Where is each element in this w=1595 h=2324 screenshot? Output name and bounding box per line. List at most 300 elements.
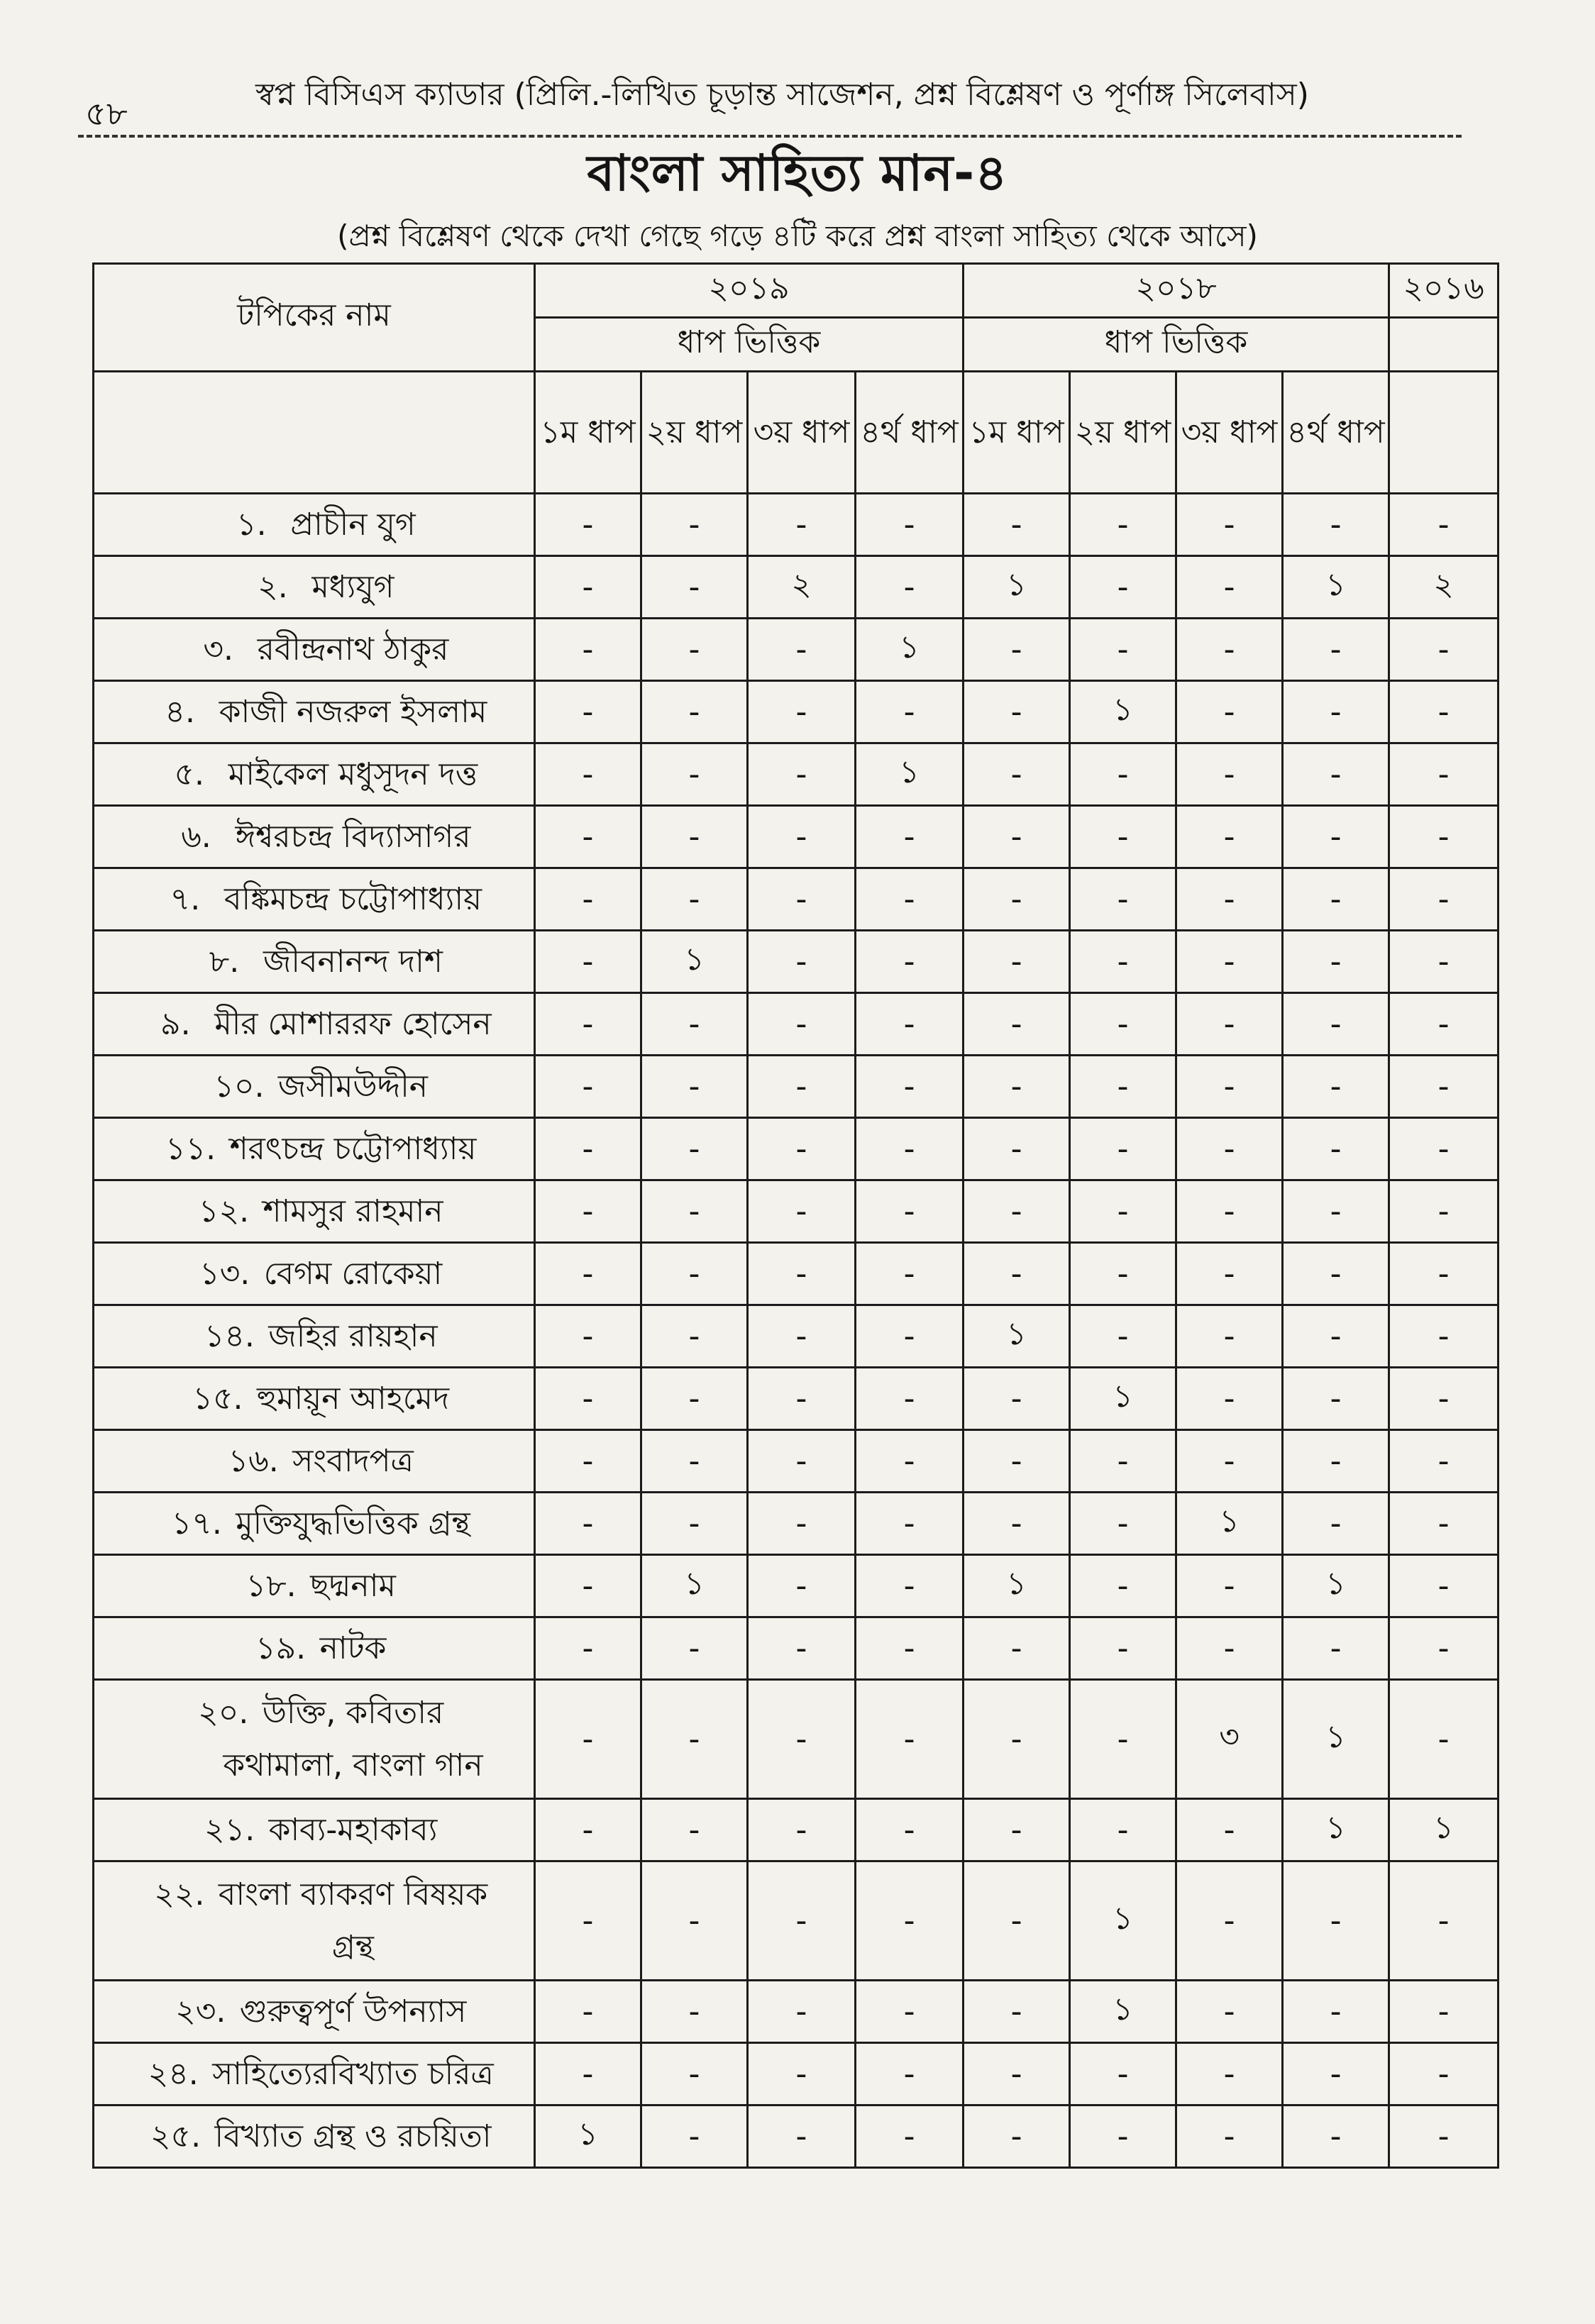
question-count-cell: - [535, 743, 641, 806]
row-number: ১৫. [192, 1380, 243, 1417]
question-count-cell: ১ [964, 556, 1070, 619]
topic-cell [94, 494, 535, 556]
question-count-cell: - [1283, 1493, 1389, 1555]
question-count-cell: - [641, 1180, 748, 1243]
question-count-cell: - [1176, 1056, 1283, 1118]
question-count-cell: - [964, 806, 1070, 868]
question-count-cell: - [535, 1981, 641, 2043]
question-count-cell: - [535, 806, 641, 868]
row-number: ২৫. [150, 2118, 202, 2154]
question-count-cell: ১ [964, 1555, 1070, 1617]
topic-cell [94, 1118, 535, 1180]
table-row [94, 1493, 1499, 1555]
question-count-cell: - [1389, 806, 1499, 868]
topic-name: প্রাচীন যুগ [290, 506, 416, 543]
question-count-cell: ১ [641, 931, 748, 993]
question-count-cell: - [748, 993, 856, 1056]
question-count-cell: - [1070, 743, 1176, 806]
topic-cell [94, 619, 535, 681]
question-count-cell: - [535, 494, 641, 556]
question-count-cell: - [964, 1243, 1070, 1305]
question-count-cell: - [1070, 1617, 1176, 1680]
question-count-cell: - [964, 2043, 1070, 2106]
question-count-cell: - [535, 931, 641, 993]
topic-cell [94, 556, 535, 619]
topic-name: বিখ্যাত গ্রন্থ ও রচয়িতা [214, 2118, 492, 2154]
question-count-cell: - [1070, 868, 1176, 931]
question-count-cell: - [535, 1118, 641, 1180]
question-count-cell: - [1283, 931, 1389, 993]
question-count-cell: - [964, 868, 1070, 931]
question-count-cell: - [1070, 806, 1176, 868]
topic-name: জসীমউদ্দীন [277, 1068, 429, 1105]
topic-cell [94, 1305, 535, 1368]
question-count-cell: - [1389, 1680, 1499, 1799]
question-count-cell: ১ [1283, 1555, 1389, 1617]
question-count-cell: - [535, 868, 641, 931]
question-count-cell: - [1389, 743, 1499, 806]
topic-cell [94, 1180, 535, 1243]
question-count-cell: - [641, 868, 748, 931]
table-row [94, 1430, 1499, 1493]
stage-header: ৩য় ধাপ [748, 372, 856, 494]
topic-name: বেগম রোকেয়া [263, 1255, 443, 1292]
question-count-cell: - [1389, 1305, 1499, 1368]
question-count-cell: - [964, 931, 1070, 993]
question-count-cell: - [535, 1799, 641, 1861]
table-row [94, 1680, 1499, 1799]
question-count-cell: - [748, 868, 856, 931]
question-count-cell: - [856, 681, 964, 743]
year-header-2019: ২০১৯ [535, 264, 964, 318]
question-count-cell: - [964, 619, 1070, 681]
question-count-cell: - [1389, 1118, 1499, 1180]
question-count-cell: - [1070, 1799, 1176, 1861]
question-count-cell: - [856, 1243, 964, 1305]
question-count-cell: ১ [1176, 1493, 1283, 1555]
question-count-cell: - [535, 619, 641, 681]
question-count-cell: - [856, 494, 964, 556]
question-count-cell: ১ [1070, 1861, 1176, 1981]
question-count-cell: ১ [1070, 1981, 1176, 2043]
question-count-cell: - [1283, 2106, 1389, 2168]
table-row [94, 743, 1499, 806]
question-count-cell: - [964, 1799, 1070, 1861]
table-row [94, 1056, 1499, 1118]
question-count-cell: - [641, 993, 748, 1056]
row-number: ২৩. [175, 1993, 226, 2030]
question-count-cell: - [964, 1368, 1070, 1430]
year-header-2018: ২০১৮ [964, 264, 1389, 318]
stage-header: ২য় ধাপ [1070, 372, 1176, 494]
row-number: ৬. [181, 818, 211, 855]
topic-name: হুমায়ূন আহমেদ [256, 1380, 450, 1417]
question-count-cell: - [641, 494, 748, 556]
row-number: ৯. [160, 1005, 191, 1042]
page-subtitle: (প্রশ্ন বিশ্লেষণ থেকে দেখা গেছে গড়ে ৪টি করে প্রশ্ন বাংলা সাহিত্য থেকে আসে) [337, 218, 1258, 253]
topic-name: বাংলা ব্যাকরণ বিষয়ক [218, 1876, 488, 1913]
question-count-cell: - [535, 2043, 641, 2106]
question-count-cell: - [1070, 2106, 1176, 2168]
question-count-cell: - [856, 1368, 964, 1430]
topic-cell [94, 1617, 535, 1680]
question-count-cell: - [964, 1680, 1070, 1799]
topic-cell [94, 743, 535, 806]
question-count-cell: - [535, 681, 641, 743]
question-count-cell: - [1283, 1305, 1389, 1368]
topic-name: গুরুত্বপূর্ণ উপন্যাস [239, 1993, 467, 2030]
question-count-cell: - [856, 931, 964, 993]
topic-cell [94, 1861, 535, 1981]
question-count-cell: - [641, 1680, 748, 1799]
question-count-cell: - [1070, 1680, 1176, 1799]
topic-name: মধ্যযুগ [311, 568, 394, 605]
question-count-cell: - [1389, 1430, 1499, 1493]
row-number: ৩. [203, 631, 233, 668]
question-count-cell: - [641, 1368, 748, 1430]
empty-header-cell [1389, 318, 1499, 372]
question-count-cell: - [535, 1430, 641, 1493]
stage-header: ৩য় ধাপ [1176, 372, 1283, 494]
row-number: ১১. [165, 1130, 216, 1167]
question-count-cell: ১ [1283, 1799, 1389, 1861]
question-count-cell: - [1070, 494, 1176, 556]
question-count-cell: - [1389, 993, 1499, 1056]
question-count-cell: - [641, 1056, 748, 1118]
question-count-cell: ১ [964, 1305, 1070, 1368]
topic-cell [94, 1799, 535, 1861]
topic-cell [94, 1368, 535, 1430]
question-count-cell: - [1389, 681, 1499, 743]
question-count-cell: - [535, 1368, 641, 1430]
row-number: ১. [236, 506, 267, 543]
question-count-cell: ১ [1283, 1680, 1389, 1799]
question-count-cell: - [748, 681, 856, 743]
empty-header-cell [94, 372, 535, 494]
question-count-cell: - [1176, 494, 1283, 556]
question-count-cell: - [748, 1243, 856, 1305]
question-count-cell: - [1389, 1056, 1499, 1118]
question-count-cell: - [641, 619, 748, 681]
topic-cell [94, 2106, 535, 2168]
question-count-cell: - [1283, 494, 1389, 556]
question-count-cell: - [1389, 1180, 1499, 1243]
question-count-cell: ১ [1070, 681, 1176, 743]
question-count-cell: - [1283, 1617, 1389, 1680]
table-row [94, 806, 1499, 868]
topic-name: ছদ্মনাম [310, 1567, 396, 1604]
topic-name: কাজী নজরুল ইসলাম [219, 693, 487, 730]
question-count-cell: - [1283, 1981, 1389, 2043]
row-number: ২২. [154, 1876, 205, 1913]
question-count-cell: ১ [1283, 556, 1389, 619]
question-count-cell: - [1070, 993, 1176, 1056]
table-row [94, 1617, 1499, 1680]
topic-name: সাহিত্যেরবিখ্যাত চরিত্র [212, 2055, 494, 2092]
question-count-cell: - [1389, 619, 1499, 681]
question-count-cell: - [964, 681, 1070, 743]
table-row [94, 1368, 1499, 1430]
question-count-cell: - [1283, 806, 1389, 868]
question-count-cell: - [748, 1799, 856, 1861]
page-number: ৫৮ [85, 94, 128, 133]
question-count-cell: - [1070, 1243, 1176, 1305]
question-count-cell: - [641, 681, 748, 743]
question-count-cell: - [1389, 1243, 1499, 1305]
question-count-cell: - [964, 494, 1070, 556]
stage-header: ২য় ধাপ [641, 372, 748, 494]
question-count-cell: - [641, 1799, 748, 1861]
topic-name: শরৎচন্দ্র চট্টোপাধ্যায় [229, 1130, 477, 1167]
question-count-cell: - [641, 1493, 748, 1555]
question-count-cell: - [856, 556, 964, 619]
question-count-cell: - [1070, 1118, 1176, 1180]
question-count-cell: - [1070, 619, 1176, 681]
question-count-cell: - [535, 1493, 641, 1555]
question-count-cell: - [641, 1243, 748, 1305]
question-count-cell: - [964, 1861, 1070, 1981]
question-count-cell: - [535, 1680, 641, 1799]
row-number: ১৬. [228, 1442, 279, 1479]
running-header [78, 64, 1462, 138]
question-count-cell: - [964, 2106, 1070, 2168]
question-count-cell: - [1389, 2106, 1499, 2168]
table-row [94, 993, 1499, 1056]
question-count-cell: - [964, 1118, 1070, 1180]
question-count-cell: - [856, 1493, 964, 1555]
book-title: স্বপ্ন বিসিএস ক্যাডার (প্রিলি.-লিখিত চূড়ান্ত সাজেশন, প্রশ্ন বিশ্লেষণ ও পূর্ণাঙ্গ সিলেবাস) [255, 77, 1309, 113]
question-count-cell: - [748, 1305, 856, 1368]
table-row [94, 1799, 1499, 1861]
question-count-cell: - [535, 1056, 641, 1118]
question-count-cell: - [856, 1680, 964, 1799]
question-count-cell: - [964, 1493, 1070, 1555]
question-count-cell: - [1389, 1493, 1499, 1555]
question-count-cell: - [964, 1617, 1070, 1680]
topic-name: সংবাদপত্র [292, 1442, 414, 1479]
table-row [94, 2106, 1499, 2168]
year-header-2016: ২০১৬ [1389, 264, 1499, 318]
question-count-cell: - [535, 1617, 641, 1680]
question-count-cell: - [1176, 2043, 1283, 2106]
question-count-cell: - [748, 1430, 856, 1493]
topic-name: জহির রায়হান [268, 1317, 438, 1354]
question-count-cell: - [1176, 681, 1283, 743]
row-number: ২. [258, 568, 288, 605]
question-count-cell: - [1389, 2043, 1499, 2106]
question-count-cell: - [856, 1617, 964, 1680]
question-count-cell: - [856, 993, 964, 1056]
question-count-cell: - [748, 743, 856, 806]
table-row [94, 931, 1499, 993]
row-number: ১২. [198, 1193, 250, 1229]
row-number: ৫. [174, 756, 205, 792]
question-count-cell: - [748, 494, 856, 556]
question-count-cell: - [1176, 993, 1283, 1056]
question-count-cell: - [1176, 619, 1283, 681]
question-count-cell: - [641, 743, 748, 806]
question-count-cell: - [535, 1555, 641, 1617]
question-count-cell: - [1389, 1861, 1499, 1981]
question-count-cell: - [641, 1617, 748, 1680]
table-row [94, 1555, 1499, 1617]
question-count-cell: - [1070, 1555, 1176, 1617]
question-count-cell: - [748, 1617, 856, 1680]
topic-column-header: টপিকের নাম [94, 264, 535, 372]
question-count-cell: - [1070, 2043, 1176, 2106]
question-count-cell: - [1070, 1305, 1176, 1368]
topic-name-continued: কথামালা, বাংলা গান [223, 1747, 483, 1783]
question-count-cell: - [748, 806, 856, 868]
table-row [94, 494, 1499, 556]
question-count-cell: - [964, 1056, 1070, 1118]
question-count-cell: - [856, 1305, 964, 1368]
question-count-cell: - [1283, 868, 1389, 931]
question-count-cell: - [1070, 1056, 1176, 1118]
question-count-cell: - [1176, 1118, 1283, 1180]
question-count-cell: ১ [1070, 1368, 1176, 1430]
question-count-cell: ২ [1389, 556, 1499, 619]
topic-name: কাব্য-মহাকাব্য [268, 1811, 438, 1848]
question-count-cell: - [1176, 2106, 1283, 2168]
row-number: ১০. [214, 1068, 265, 1105]
question-count-cell: - [1283, 1056, 1389, 1118]
question-count-cell: - [1283, 993, 1389, 1056]
question-count-cell: - [1283, 681, 1389, 743]
question-count-cell: - [1176, 556, 1283, 619]
question-count-cell: - [748, 1555, 856, 1617]
topic-name: ঈশ্বরচন্দ্র বিদ্যাসাগর [235, 818, 471, 855]
question-count-cell: - [641, 1305, 748, 1368]
topic-cell [94, 1981, 535, 2043]
row-number: ১৭. [171, 1505, 222, 1542]
question-count-cell: ১ [641, 1555, 748, 1617]
row-number: ১৯. [255, 1629, 307, 1666]
question-count-cell: - [1283, 619, 1389, 681]
topic-name: মীর মোশাররফ হোসেন [214, 1005, 492, 1042]
table-row [94, 1861, 1499, 1981]
question-count-cell: - [1283, 1861, 1389, 1981]
topic-name: জীবনানন্দ দাশ [263, 943, 443, 980]
question-count-cell: - [1176, 1243, 1283, 1305]
question-count-cell: - [535, 1243, 641, 1305]
question-count-cell: - [1283, 2043, 1389, 2106]
table-row [94, 1243, 1499, 1305]
table-body [94, 494, 1499, 2168]
question-count-cell: - [856, 1861, 964, 1981]
question-count-cell: - [1070, 931, 1176, 993]
question-count-cell: - [856, 1118, 964, 1180]
question-count-cell: - [535, 1180, 641, 1243]
row-number: ২৪. [148, 2055, 199, 2092]
topic-cell [94, 1493, 535, 1555]
question-count-cell: - [1283, 1243, 1389, 1305]
question-count-cell: - [1176, 868, 1283, 931]
stage-header: ১ম ধাপ [535, 372, 641, 494]
question-count-cell: - [748, 1493, 856, 1555]
question-count-cell: - [964, 1981, 1070, 2043]
question-count-cell: - [641, 1118, 748, 1180]
topic-cell [94, 806, 535, 868]
question-count-cell: - [1070, 556, 1176, 619]
question-count-cell: - [1389, 494, 1499, 556]
question-count-cell: - [856, 1799, 964, 1861]
question-count-cell: - [748, 1861, 856, 1981]
question-count-cell: - [1176, 1305, 1283, 1368]
question-count-cell: - [856, 2043, 964, 2106]
topic-cell [94, 931, 535, 993]
question-count-cell: - [748, 619, 856, 681]
question-count-cell: - [856, 1430, 964, 1493]
question-count-cell: - [748, 2043, 856, 2106]
question-count-cell: - [748, 2106, 856, 2168]
question-count-cell: - [856, 1981, 964, 2043]
question-count-cell: - [1176, 931, 1283, 993]
topic-analysis-table [92, 262, 1499, 2169]
question-count-cell: - [535, 1305, 641, 1368]
question-count-cell: - [856, 1555, 964, 1617]
question-count-cell: - [1070, 1493, 1176, 1555]
question-count-cell: ১ [856, 619, 964, 681]
question-count-cell: - [535, 993, 641, 1056]
question-count-cell: - [1070, 1180, 1176, 1243]
table-row [94, 1981, 1499, 2043]
row-number: ২০. [198, 1694, 249, 1731]
topic-cell [94, 1430, 535, 1493]
question-count-cell: - [1176, 743, 1283, 806]
stage-group-label-2019: ধাপ ভিত্তিক [535, 318, 964, 372]
stage-header: ৪র্থ ধাপ [856, 372, 964, 494]
question-count-cell: - [964, 1430, 1070, 1493]
question-count-cell: - [641, 1981, 748, 2043]
empty-header-cell [1389, 372, 1499, 494]
topic-name: মুক্তিযুদ্ধভিত্তিক গ্রন্থ [236, 1505, 470, 1542]
question-count-cell: - [748, 1180, 856, 1243]
topic-name: বঙ্কিমচন্দ্র চট্টোপাধ্যায় [223, 880, 482, 917]
question-count-cell: - [1176, 1799, 1283, 1861]
question-count-cell: ১ [1389, 1799, 1499, 1861]
question-count-cell: - [964, 743, 1070, 806]
question-count-cell: - [1389, 931, 1499, 993]
question-count-cell: - [641, 1861, 748, 1981]
question-count-cell: - [964, 993, 1070, 1056]
question-count-cell: ২ [748, 556, 856, 619]
topic-cell [94, 2043, 535, 2106]
question-count-cell: - [1283, 743, 1389, 806]
question-count-cell: - [1176, 806, 1283, 868]
question-count-cell: - [748, 1056, 856, 1118]
table-row [94, 1118, 1499, 1180]
table-row [94, 868, 1499, 931]
table-row [94, 619, 1499, 681]
topic-cell [94, 993, 535, 1056]
question-count-cell: - [1176, 1368, 1283, 1430]
question-count-cell: - [641, 556, 748, 619]
table-row [94, 2043, 1499, 2106]
row-number: ১৮. [245, 1567, 297, 1604]
topic-name: শামসুর রাহমান [263, 1193, 443, 1229]
question-count-cell: - [1283, 1180, 1389, 1243]
question-count-cell: - [748, 1368, 856, 1430]
question-count-cell: - [641, 2043, 748, 2106]
stage-header: ৪র্থ ধাপ [1283, 372, 1389, 494]
question-count-cell: - [1176, 1981, 1283, 2043]
question-count-cell: - [641, 2106, 748, 2168]
question-count-cell: - [748, 1981, 856, 2043]
question-count-cell: - [1070, 1430, 1176, 1493]
question-count-cell: - [748, 931, 856, 993]
question-count-cell: - [1176, 1430, 1283, 1493]
